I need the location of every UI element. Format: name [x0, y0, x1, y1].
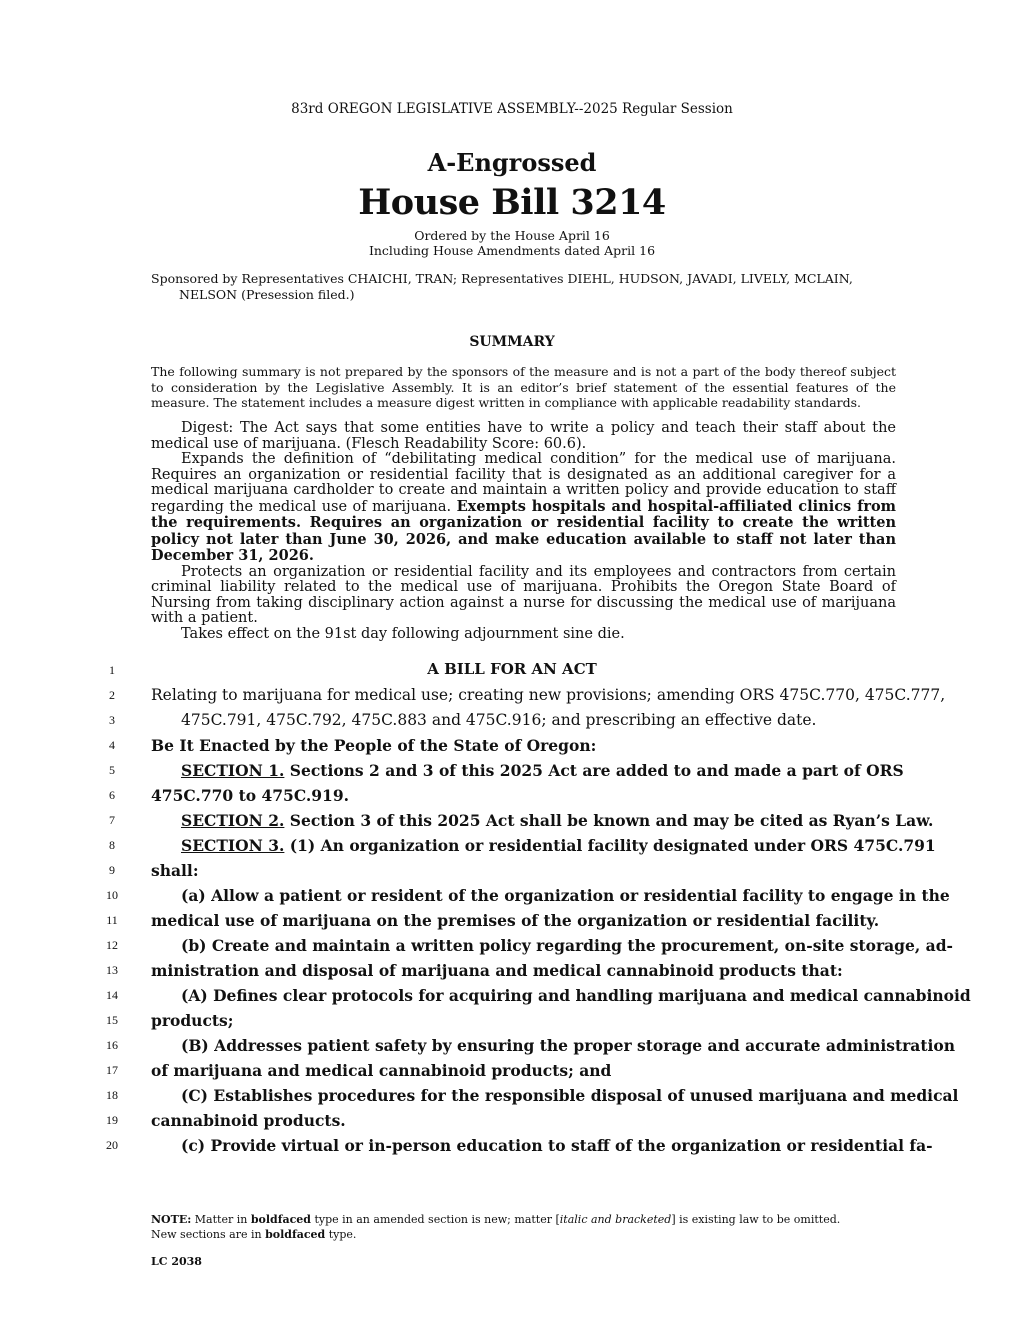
bill-line-10: (a) Allow a patient or resident of the organization or residential facility to engage in the	[181, 886, 950, 905]
line-number: 5	[109, 763, 115, 777]
sponsors	[151, 271, 896, 303]
line-number: 18	[106, 1088, 118, 1102]
line-number: 1	[109, 663, 115, 677]
bill-line-13: ministration and disposal of marijuana and medical cannabinoid products that:	[151, 961, 843, 980]
section-3-label: SECTION 3.	[181, 836, 285, 855]
line-number: 14	[106, 988, 118, 1002]
effect-text: Takes effect on the 91st day following adjournment sine die.	[181, 625, 625, 642]
bill-line-9: shall:	[151, 861, 199, 880]
bill-line-20: (c) Provide virtual or in-person education to staff of the organization or residential fa-	[181, 1136, 933, 1155]
note-text: Matter in	[191, 1213, 251, 1226]
bill-title: House Bill 3214	[358, 182, 666, 223]
bill-line-19: cannabinoid products.	[151, 1111, 346, 1130]
footnote-line-1	[151, 1212, 896, 1227]
line-number: 8	[109, 838, 115, 852]
ordered-date: Ordered by the House April 16	[414, 228, 610, 243]
bill-heading: A BILL FOR AN ACT	[427, 660, 597, 678]
note-text: ] is existing law to be omitted.	[671, 1213, 841, 1226]
bill-line-5	[151, 761, 904, 780]
bill-line-14: (A) Defines clear protocols for acquiring and handling marijuana and medical cannabinoid	[181, 986, 971, 1005]
bill-line-4: Be It Enacted by the People of the State of Oregon:	[151, 736, 597, 755]
bill-line-2: Relating to marijuana for medical use; creating new provisions; amending ORS 475C.770, 475C.777,	[151, 686, 946, 704]
line-number: 9	[109, 863, 115, 877]
expands-bold-text: Exempts hospitals and hospital-affiliated clinics from the requirements. Requires an organization or residential facility to create the written policy not later than June 30, 2026, and make education available to staff not later than December 31, 2026.	[151, 497, 896, 564]
footnote-line-2	[151, 1227, 896, 1242]
note-text: New sections are in	[151, 1228, 266, 1241]
bill-line-12: (b) Create and maintain a written policy regarding the procurement, on-site storage, ad-	[181, 936, 953, 955]
section-3-text: (1) An organization or residential facility designated under ORS 475C.791	[284, 836, 936, 855]
bill-line-6: 475C.770 to 475C.919.	[151, 786, 350, 805]
line-number: 11	[106, 913, 118, 927]
line-number: 17	[106, 1063, 118, 1077]
line-number: 13	[106, 963, 118, 977]
bill-line-3: 475C.791, 475C.792, 475C.883 and 475C.916; and prescribing an effective date.	[181, 711, 817, 729]
expands-paragraph	[151, 452, 896, 565]
note-text: type.	[325, 1228, 357, 1241]
amendments-date: Including House Amendments dated April 16	[368, 243, 656, 258]
note-bold: boldfaced	[250, 1213, 311, 1226]
protects-text: Protects an organization or residential facility and its employees and contractors from certain criminal liability related to the medical use of marijuana. Prohibits the Oregon State Board of Nursing from taking disciplinary action against a nurse for discussing the medical use of marijuana with a patient.	[151, 563, 896, 626]
summary-note: The following summary is not prepared by the sponsors of the measure and is not a part of the body thereof subject to consideration by the Legislative Assembly. It is an editor’s brief statement of the essential features of the measure. The statement includes a measure digest written in compliance with applicable readability standards.	[151, 364, 896, 410]
line-number: 7	[109, 813, 115, 827]
expands-text: Expands the definition of “debilitating medical condition” for the medical use of marijuana. Requires an organization or residential facility that is designated as an additional caregiver for a medical marijuana cardholder to create and maintain a written policy and provide education to staff regarding the medical use of marijuana.	[151, 451, 896, 515]
sponsors-line-1: Sponsored by Representatives CHAICHI, TRAN; Representatives DIEHL, HUDSON, JAVADI, LIVELY, MCLAIN,	[151, 271, 853, 286]
session-header: 83rd OREGON LEGISLATIVE ASSEMBLY--2025 Regular Session	[291, 101, 733, 117]
section-2-text: Section 3 of this 2025 Act shall be known and may be cited as Ryan’s Law.	[284, 811, 934, 830]
bill-line-8	[151, 836, 936, 855]
line-number: 2	[109, 688, 115, 702]
order-info	[0, 228, 1024, 258]
line-number: 19	[106, 1113, 118, 1127]
lc-number: LC 2038	[151, 1255, 202, 1268]
line-number: 15	[106, 1013, 118, 1027]
line-number: 4	[109, 738, 115, 752]
bill-line-17: of marijuana and medical cannabinoid products; and	[151, 1061, 612, 1080]
bill-line-15: products;	[151, 1011, 234, 1030]
digest-text: Digest: The Act says that some entities have to write a policy and teach their staff about the medical use of marijuana. (Flesch Readability Score: 60.6).	[151, 420, 896, 452]
bill-line-11: medical use of marijuana on the premises of the organization or residential facility.	[151, 911, 880, 930]
digest-block	[151, 421, 896, 642]
section-2-label: SECTION 2.	[181, 811, 285, 830]
bill-line-7	[151, 811, 934, 830]
engrossed-label: A-Engrossed	[427, 148, 597, 177]
line-number: 16	[106, 1038, 118, 1052]
bill-line-16: (B) Addresses patient safety by ensuring the proper storage and accurate administration	[181, 1036, 955, 1055]
line-number: 20	[106, 1138, 118, 1152]
note-bold: boldfaced	[265, 1228, 326, 1241]
section-1-text: Sections 2 and 3 of this 2025 Act are added to and made a part of ORS	[284, 761, 904, 780]
footnote	[151, 1212, 896, 1242]
summary-heading: SUMMARY	[469, 334, 555, 350]
line-number: 10	[106, 888, 118, 902]
bill-line-18: (C) Establishes procedures for the responsible disposal of unused marijuana and medical	[181, 1086, 959, 1105]
sponsors-line-2: NELSON (Presession filed.)	[179, 287, 355, 302]
note-italic: italic and bracketed	[559, 1213, 672, 1226]
line-number: 6	[109, 788, 115, 802]
line-number: 3	[109, 713, 115, 727]
note-text: type in an amended section is new; matter [	[310, 1213, 560, 1226]
line-number: 12	[106, 938, 118, 952]
note-label: NOTE:	[151, 1213, 192, 1226]
section-1-label: SECTION 1.	[181, 761, 285, 780]
